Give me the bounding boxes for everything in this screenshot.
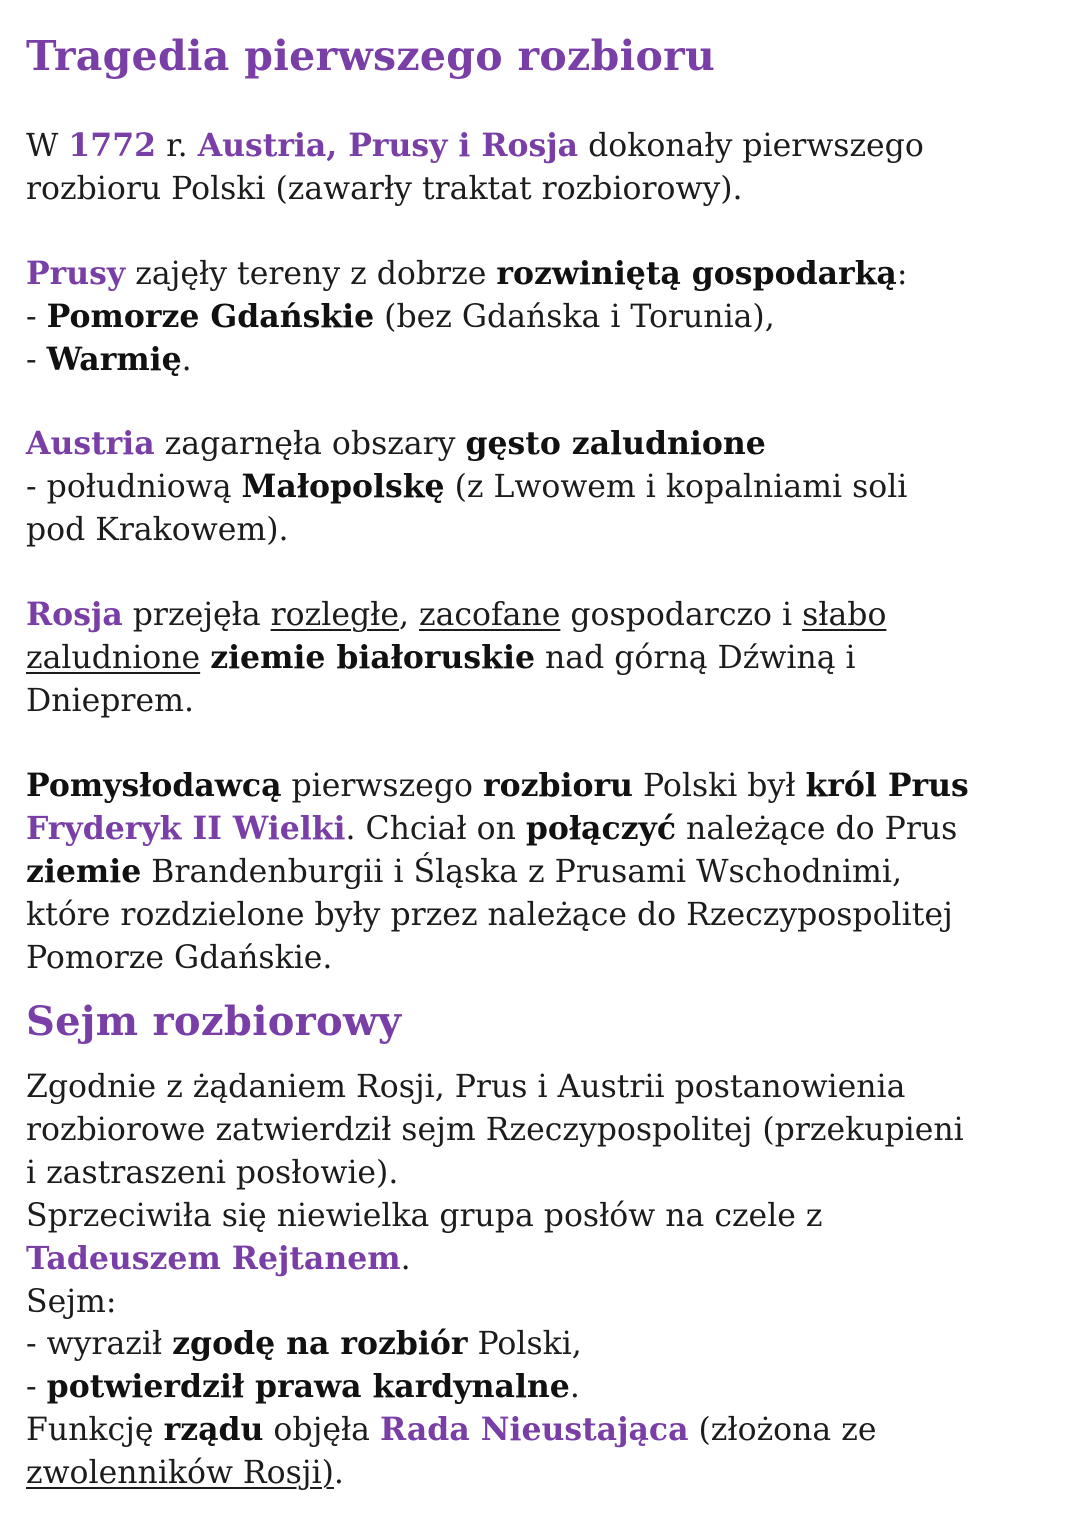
p6-line-8: - potwierdził prawa kardynalne. (26, 1368, 580, 1405)
p3-line-2: - południową Małopolskę (z Lwowem i kopalniami soli (26, 468, 908, 505)
page-title: Tragedia pierwszego rozbioru (26, 32, 716, 80)
rejtan-name: Tadeuszem Rejtanem (26, 1240, 401, 1277)
p4-line-1: Rosja przejęła rozległe, zacofane gospodarczo i słabo (26, 596, 887, 633)
p6-line-1: Zgodnie z żądaniem Rosji, Prus i Austrii postanowienia (26, 1069, 906, 1105)
p2-line-3: - Warmię. (26, 341, 192, 378)
p4-line-3: Dnieprem. (26, 683, 195, 719)
p5-line-5: Pomorze Gdańskie. (26, 940, 333, 976)
p1-line-2: rozbioru Polski (zawarły traktat rozbiorowy). (26, 171, 743, 207)
year-1772: 1772 (68, 127, 157, 164)
p4-line-2: zaludnione ziemie białoruskie nad górną Dźwiną i (26, 639, 856, 676)
p5-line-3: ziemie Brandenburgii i Śląska z Prusami Wschodnimi, (26, 853, 902, 890)
fryderyk-name: Fryderyk II Wielki (26, 810, 346, 847)
p2-line-1: Prusy zajęły tereny z dobrze rozwiniętą gospodarką: (26, 255, 908, 292)
p5-line-2: Fryderyk II Wielki. Chciał on połączyć należące do Prus (26, 810, 958, 847)
p6-line-9: Funkcję rządu objęła Rada Nieustająca (złożona ze (26, 1411, 877, 1448)
p3-line-3: pod Krakowem). (26, 512, 289, 548)
p5-line-4: które rozdzielone były przez należące do Rzeczypospolitej (26, 897, 953, 933)
p6-line-7: - wyraził zgodę na rozbiór Polski, (26, 1325, 582, 1362)
partitioning-states: Austria, Prusy i Rosja (197, 127, 579, 164)
p2-line-2: - Pomorze Gdańskie (bez Gdańska i Torunia), (26, 298, 775, 335)
prusy-term: Prusy (26, 255, 126, 292)
p1-line-1: W 1772 r. Austria, Prusy i Rosja dokonały pierwszego (26, 127, 924, 164)
p6-line-6: Sejm: (26, 1284, 117, 1320)
p6-line-4: Sprzeciwiła się niewielka grupa posłów na czele z (26, 1198, 823, 1234)
section-heading: Sejm rozbiorowy (26, 998, 402, 1045)
rosja-term: Rosja (26, 596, 123, 633)
p3-line-1: Austria zagarnęła obszary gęsto zaludnione (26, 425, 766, 462)
austria-term: Austria (26, 425, 155, 462)
p6-line-5: Tadeuszem Rejtanem. (26, 1240, 411, 1277)
p6-line-10: zwolenników Rosji). (26, 1455, 344, 1491)
p6-line-3: i zastraszeni posłowie). (26, 1155, 399, 1191)
rada-nieustajaca: Rada Nieustająca (379, 1411, 689, 1448)
p5-line-1: Pomysłodawcą pierwszego rozbioru Polski był król Prus (26, 767, 969, 804)
p6-line-2: rozbiorowe zatwierdził sejm Rzeczypospolitej (przekupieni (26, 1112, 964, 1148)
